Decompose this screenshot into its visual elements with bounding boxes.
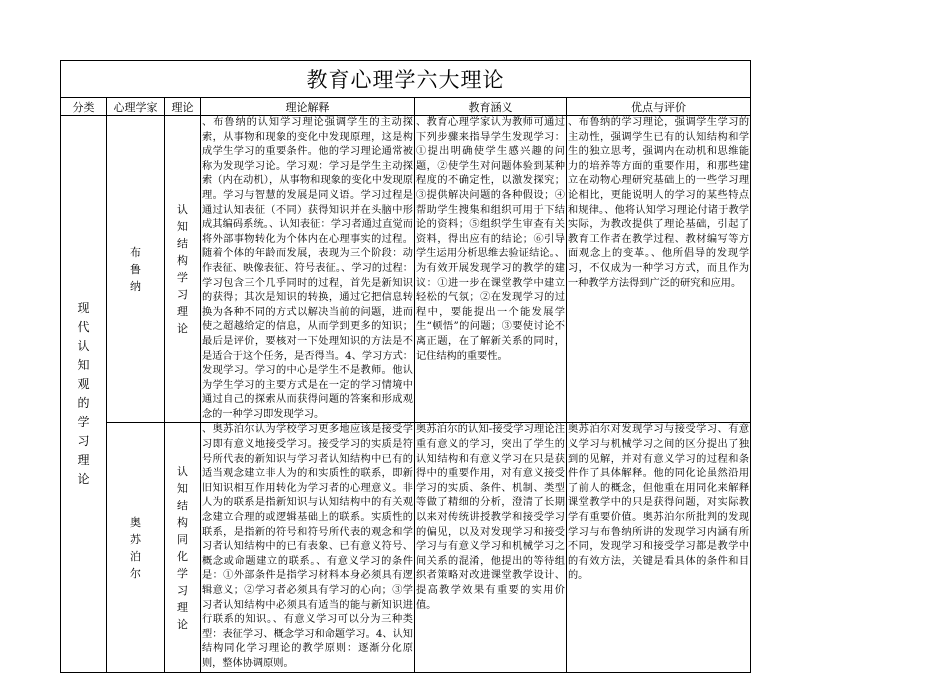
theory-table [60, 60, 751, 673]
implication-cell: 奥苏泊尔的认知-接受学习理论注重有意义的学习，突出了学生的认知结构和有意义学习在只是获得中的重要作用，对有意义接受学习的实质、条件、机制、类型等做了精细的分析，澄清了长期以来对传统讲授教学和接受学习的偏见，以及对发现学习和接受学习与有意义学习和机械学习之间关系的混淆，他提出的等待组织者策略对改进课堂教学设计、提高教学效果有重要的实用价值。 [415, 423, 567, 672]
header-row [61, 98, 751, 116]
theory-cell [165, 116, 201, 423]
psychologist-name: 奥苏泊尔 [130, 515, 141, 580]
explanation-cell: 、奥苏泊尔认为学校学习更多地应该是接受学习即有意义地接受学习。接受学习的实质是符号所代表的新知识与学习者认知结构中已有的适当观念建立非人为的和实质性的联系，即新旧知识相互作用转化为学习者的心理意义。非人为的联系是指新知识与认知结构中的有关观念建立合理的或逻辑基础上的联系。实质性的联系，是指新的符号和符号所代表的观念和学习者认知结构中的已有表象、已有意义符号、概念或命题建立的联系。、有意义学习的条件是：①外部条件是指学习材料本身必须具有逻辑意义；②学习者必须具有学习的心向；③学习者认知结构中必须具有适当的能与新知识进行联系的知识。、有意义学习可以分为三种类型：表征学习、概念学习和命题学习。4、认知结构同化学习理论的教学原则：逐渐分化原则，整体协调原则。 [201, 423, 415, 672]
spreadsheet [60, 60, 750, 669]
header-implication: 教育涵义 [415, 98, 567, 116]
category-label: 现代认知观的学习理论 [77, 300, 90, 486]
explanation-cell: 、布鲁纳的认知学习理论强调学生的主动探索，从事物和现象的变化中发现原理，这是构成学生学习的重要条件。他的学习理论通常被称为发现学习论。学习观：学习是学生主动探索（内在动机），从事物和现象的变化中发现原理。学习与智慧的发展是同义语。学习过程是通过认知表征（不同）获得知识并在头脑中形成其编码系统。、认知表征：学习者通过直觉而将外部事物转化为个体内在心理事实的过程。随着个体的年龄而发展，表现为三个阶段：动作表征、映像表征、符号表征。、学习的过程：学习包含三个几乎同时的过程，首先是新知识的获得；其次是知识的转换，通过它把信息转换为各种不同的方式以解决当前的问题，进而使之超越给定的信息，从而学到更多的知识；最后是评价，要核对一下处理知识的方法是不是适合于这个任务，是否得当。4、学习方式：发现学习。学习的中心是学生不是教师。他认为学生学习的主要方式是在一定的学习情境中通过自己的探索从而获得问题的答案和形成观念的一种学习即发现学习。 [201, 116, 415, 423]
theory-name: 认知结构学习理论 [177, 203, 188, 336]
header-psychologist: 心理学家 [107, 98, 165, 116]
header-category: 分类 [61, 98, 107, 116]
category-cell [61, 116, 107, 673]
psychologist-cell [107, 116, 165, 423]
table-title: 教育心理学六大理论 [61, 61, 751, 98]
header-theory: 理论 [165, 98, 201, 116]
theory-name: 认知结构同化学习理论 [177, 464, 188, 631]
header-explanation: 理论解释 [201, 98, 415, 116]
psychologist-cell [107, 423, 165, 672]
evaluation-cell: 、布鲁纳的学习理论，强调学生学习的主动性，强调学生已有的认知结构和学生的独立思考，强调内在动机和思维能力的培养等方面的重要作用，和那些建立在动物心理研究基础上的一些学习理论相比，更能说明人的学习的某些特点和规律。、他将认知学习理论付诸于教学实际，为教改提供了理论基础，引起了教育工作者在教学过程、教材编写等方面观念上的变革。、他所倡导的发现学习，不仅成为一种学习方式，而且作为一种教学方法得到广泛的研究和应用。 [567, 116, 751, 423]
evaluation-cell: 奥苏泊尔对发现学习与接受学习、有意义学习与机械学习之间的区分提出了独到的见解，并对有意义学习的过程和条件作了具体解释。他的同化论虽然沿用了前人的概念，但他重在用同化来解释课堂教学中的只是获得问题，对实际教学有重要价值。奥苏泊尔所批判的发现学习与布鲁纳所讲的发现学习内涵有所不同，发现学习和接受学习都是教学中的有效方法，关键是看具体的条件和目的。 [567, 423, 751, 672]
psychologist-name: 布鲁纳 [130, 245, 141, 293]
theory-cell [165, 423, 201, 672]
implication-cell: 、教育心理学家认为教师可通过下列步骤来指导学生发现学习：①提出明确使学生感兴趣的问题，②使学生对问题体验到某种程度的不确定性，以激发探究；③提供解决问题的各种假设；④帮助学生搜集和组织可用于下结论的资料；⑤组织学生审查有关资料，得出应有的结论；⑥引导学生运用分析思维去验证结论。、为有效开展发现学习的教学的建议：①进一步在课堂教学中建立轻松的气氛；②在发现学习的过程中，要能提出一个能发展学生“顿悟”的问题；③要使讨论不离正题，在了解新关系的同时，记住结构的重要性。 [415, 116, 567, 423]
header-evaluation: 优点与评价 [567, 98, 751, 116]
table-row [61, 423, 751, 672]
table-row [61, 116, 751, 423]
